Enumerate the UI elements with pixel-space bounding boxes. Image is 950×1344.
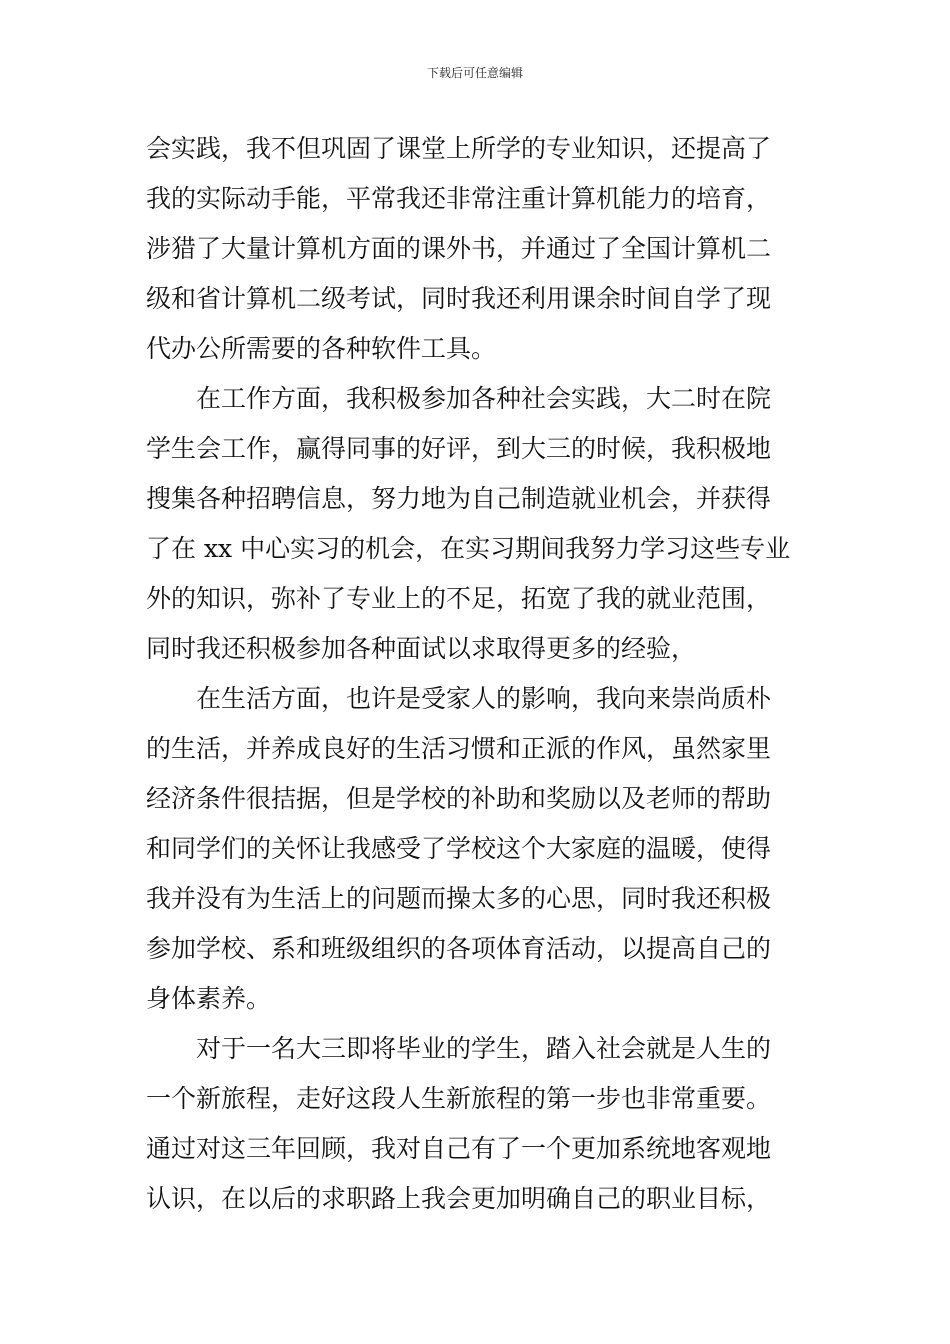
- paragraph-4: [146, 1024, 806, 1224]
- paragraph-line: 我的实际动手能，平常我还非常注重计算机能力的培育，: [146, 184, 772, 213]
- paragraph-line: 认识，在以后的求职路上我会更加明确自己的职业目标，: [146, 1184, 772, 1213]
- paragraph-line: 在生活方面，也许是受家人的影响，我向来崇尚质朴: [196, 684, 772, 713]
- paragraph-line: 经济条件很拮据，但是学校的补助和奖励以及老师的帮助: [146, 784, 772, 813]
- paragraph-2: [146, 374, 806, 674]
- paragraph-line: 了在 xx 中心实习的机会，在实习期间我努力学习这些专业: [146, 534, 791, 563]
- paragraph-line: 会实践，我不但巩固了课堂上所学的专业知识，还提高了: [146, 134, 772, 163]
- paragraph-line: 同时我还积极参加各种面试以求取得更多的经验，: [146, 634, 697, 663]
- paragraph-line: 搜集各种招聘信息，努力地为自己制造就业机会，并获得: [146, 484, 772, 513]
- paragraph-line: 涉猎了大量计算机方面的课外书，并通过了全国计算机二: [146, 234, 772, 263]
- paragraph-line: 通过对这三年回顾，我对自己有了一个更加系统地客观地: [146, 1134, 772, 1163]
- document-body: [146, 124, 806, 1224]
- paragraph-line: 和同学们的关怀让我感受了学校这个大家庭的温暖，使得: [146, 834, 772, 863]
- paragraph-line: 级和省计算机二级考试，同时我还利用课余时间自学了现: [146, 284, 772, 313]
- paragraph-3: [146, 674, 806, 1024]
- paragraph-line: 代办公所需要的各种软件工具。: [146, 334, 497, 363]
- paragraph-line: 外的知识，弥补了专业上的不足，拓宽了我的就业范围，: [146, 584, 772, 613]
- paragraph-line: 我并没有为生活上的问题而操太多的心思，同时我还积极: [146, 884, 772, 913]
- paragraph-line: 的生活，并养成良好的生活习惯和正派的作风，虽然家里: [146, 734, 772, 763]
- paragraph-line: 参加学校、系和班级组织的各项体育活动，以提高自己的: [146, 934, 772, 963]
- paragraph-line: 在工作方面，我积极参加各种社会实践，大二时在院: [196, 384, 772, 413]
- paragraph-line: 一个新旅程，走好这段人生新旅程的第一步也非常重要。: [146, 1084, 772, 1113]
- paragraph-line: 对于一名大三即将毕业的学生，踏入社会就是人生的: [196, 1034, 772, 1063]
- paragraph-line: 学生会工作，赢得同事的好评，到大三的时候，我积极地: [146, 434, 772, 463]
- page-header: 下载后可任意编辑: [426, 66, 523, 80]
- paragraph-line: 身体素养。: [146, 984, 272, 1013]
- paragraph-1: [146, 124, 806, 374]
